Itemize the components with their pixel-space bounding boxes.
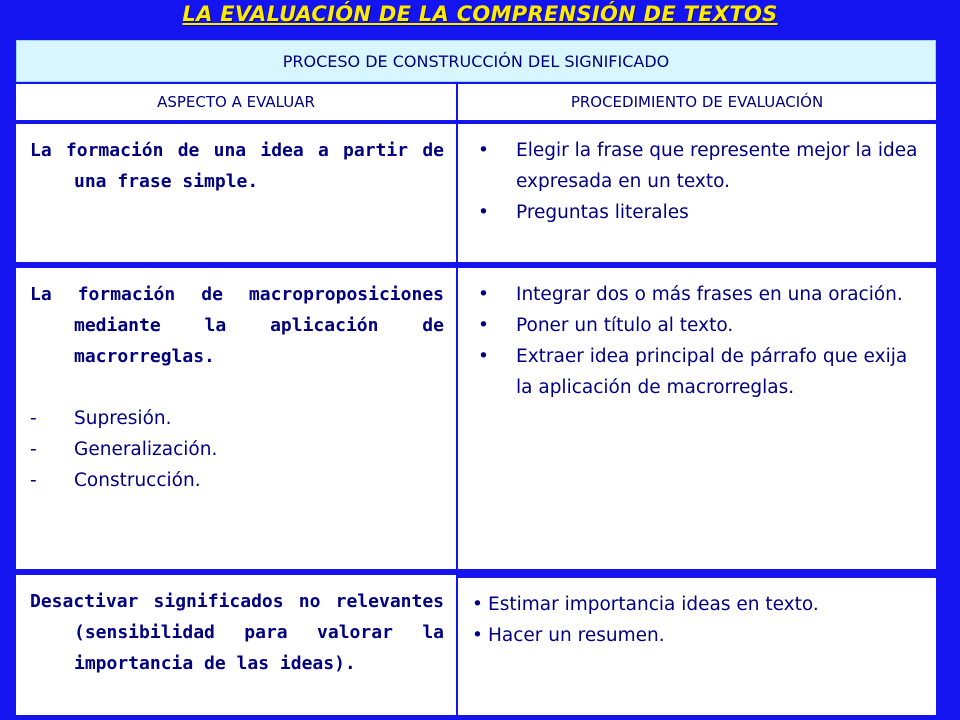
row-3-procedure-cell	[458, 578, 936, 715]
list-item: • Integrar dos o más frases en una oración.	[472, 279, 924, 310]
list-item: • Extraer idea principal de párrafo que exija la aplicación de macrorreglas.	[472, 341, 924, 403]
dash-icon: -	[30, 408, 37, 429]
bullet-icon: •	[478, 140, 489, 161]
list-item: • Estimar importancia ideas en texto.	[472, 589, 924, 620]
bullet-icon: •	[472, 625, 483, 646]
column-header-aspect: ASPECTO A EVALUAR	[16, 84, 456, 120]
row-3-procedure-list	[472, 589, 924, 651]
row-1-procedure-list	[472, 135, 924, 228]
dash-icon: -	[30, 470, 37, 491]
bullet-icon: •	[478, 346, 489, 367]
row-1-aspect-text: La formación de una idea a partir de una frase simple.	[30, 140, 444, 192]
list-item: • Hacer un resumen.	[472, 620, 924, 651]
row-2-aspect-cell	[16, 268, 456, 569]
list-item: - Construcción.	[30, 465, 444, 496]
page-title: LA EVALUACIÓN DE LA COMPRENSIÓN DE TEXTOS	[182, 2, 778, 26]
row-2-aspect-text: La formación de macroproposiciones mediante la aplicación de macrorreglas.	[30, 284, 444, 367]
bullet-icon: •	[478, 284, 489, 305]
dash-icon: -	[30, 439, 37, 460]
row-2-sub-list	[30, 403, 444, 496]
list-item: • Elegir la frase que represente mejor la idea expresada en un texto.	[472, 135, 924, 197]
list-item: • Preguntas literales	[472, 197, 924, 228]
section-header: PROCESO DE CONSTRUCCIÓN DEL SIGNIFICADO	[16, 40, 936, 82]
row-1-aspect-cell	[16, 124, 456, 262]
bullet-icon: •	[472, 594, 483, 615]
row-2-procedure-list	[472, 279, 924, 403]
bullet-icon: •	[478, 315, 489, 336]
row-2-procedure-cell	[458, 268, 936, 569]
list-item: • Poner un título al texto.	[472, 310, 924, 341]
row-3-aspect-cell	[16, 575, 456, 715]
column-header-procedure: PROCEDIMIENTO DE EVALUACIÓN	[458, 84, 936, 120]
row-1-procedure-cell	[458, 124, 936, 262]
bullet-icon: •	[478, 202, 489, 223]
list-item: - Supresión.	[30, 403, 444, 434]
row-3-aspect-text: Desactivar significados no relevantes (sensibilidad para valorar la importancia de las ideas).	[30, 591, 444, 674]
list-item: - Generalización.	[30, 434, 444, 465]
